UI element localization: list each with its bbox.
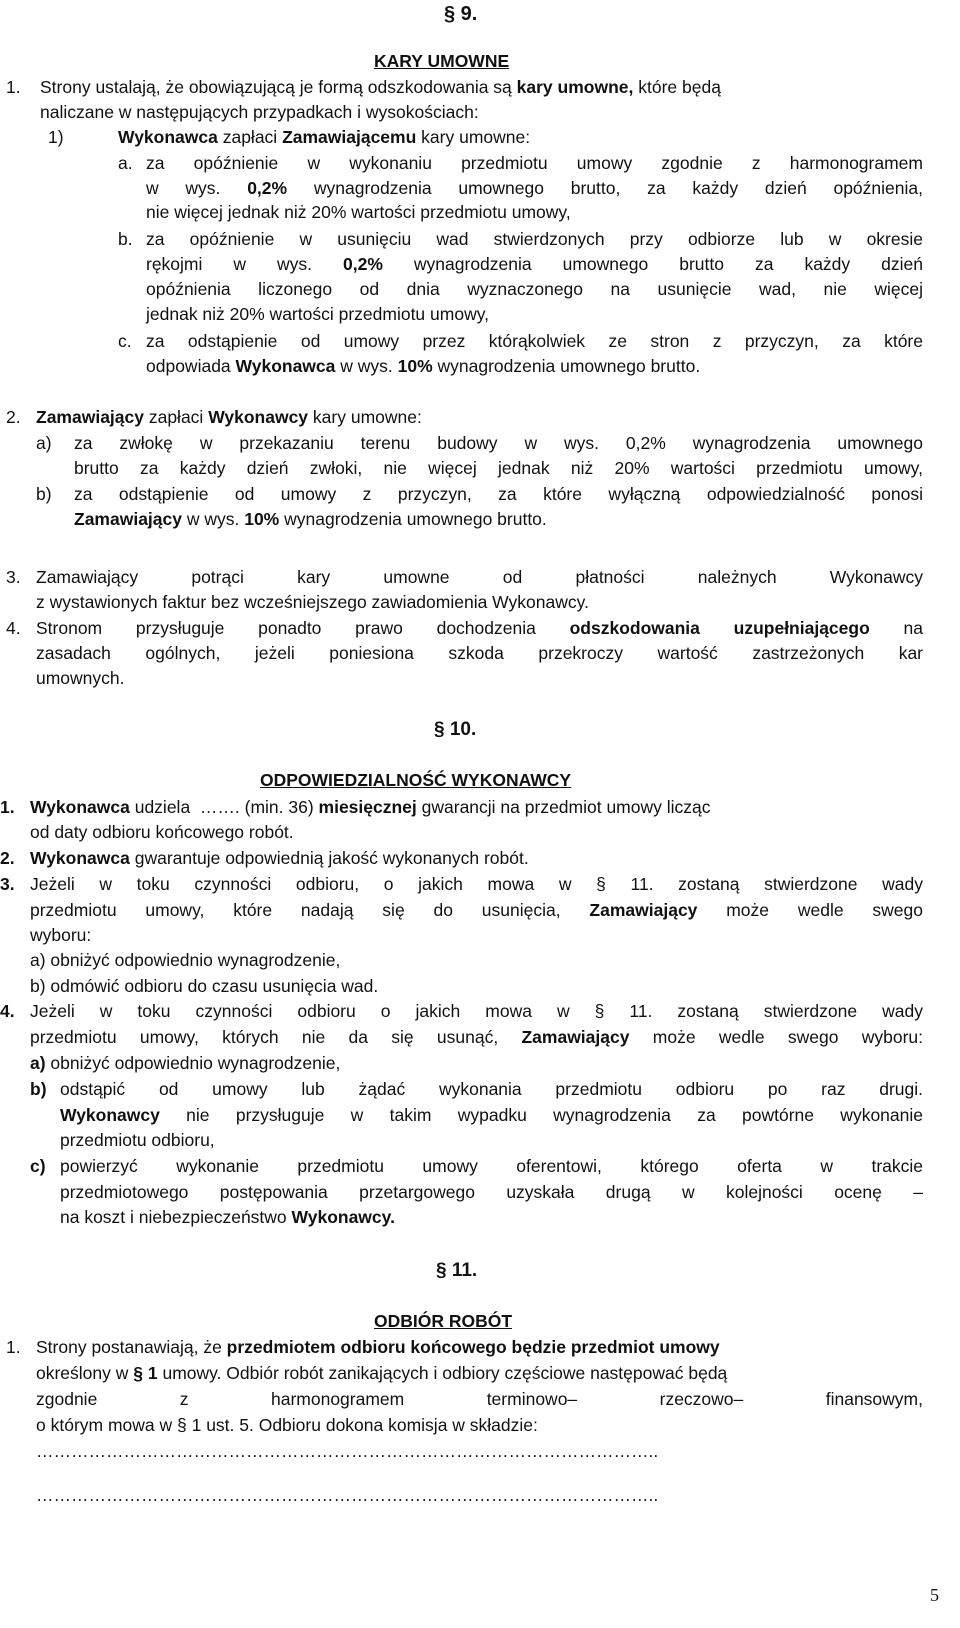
page-number: 5: [930, 1585, 939, 1605]
document-page: § 9. KARY UMOWNE 1. Strony ustalają, że obowiązującą je formą odszkodowania są kary umowne, które będą naliczane w następujących przypadkach i wysokościach: 1) Wykonawca zapłaci Zamawiającemu kary umowne: a. za opóźnienie w wykonaniu przedmiotu umowy zgodnie z harmonogramem w wys. 0,2% wynagrodzenia umownego brutto, za każdy dzień opóźnienia, nie więcej jednak niż 20% wartości przedmiotu umowy, b. za opóźnienie w usunięciu wad stwierdzonych przy odbiorze lub w okresie rękojmi w wys. 0,2% wynagrodzenia umownego brutto za każdy dzień opóźnienia liczonego od dnia wyznaczonego na usunięcie wad, nie więcej jednak niż 20% wartości przedmiotu umowy, c. za odstąpienie od umowy przez którąkolwiek ze stron z przyczyn, za które odpowiada Wykonawca w wys. 10% wynagrodzenia umownego brutto. 2. Zamawiający zapłaci Wykonawcy kary umowne: a) za zwłokę w przekazaniu terenu budowy w wys. 0,2% wynagrodzenia umownego brutto za każdy dzień zwłoki, nie więcej jednak niż 20% wartości przedmiotu umowy, b) za odstąpienie od umowy z przyczyn, za które wyłączną odpowiedzialność ponosi Zamawiający w wys. 10% wynagrodzenia umownego brutto. 3. Zamawiający potrąci kary umowne od płatności należnych Wykonawcy z wystawionych faktur bez wcześniejszego zawiadomienia Wykonawcy. 4. Stronom przysługuje ponadto prawo dochodzenia odszkodowania uzupełniającego na zasadach ogólnych, jeżeli poniesiona szkoda przekroczy wartość zastrzeżonych kar umownych. § 10. ODPOWIEDZIALNOŚĆ WYKONAWCY 1. Wykonawca udziela ……. (min. 36) miesięcznej gwarancji na przedmiot umowy licząc od daty odbioru końcowego robót. 2. Wykonawca gwarantuje odpowiednią jakość wykonanych robót. 3. Jeżeli w toku czynności odbioru, o jakich mowa w § 11. zostaną stwierdzone wady przedmiotu umowy, które nadają się do usunięcia, Zamawiający może wedle swego wyboru: a) obniżyć odpowiednio wynagrodzenie, b) odmówić odbioru do czasu usunięcia wad. 4. Jeżeli w toku czynności odbioru o jakich mowa w § 11. zostaną stwierdzone wady przedmiotu umowy, których nie da się usunąć, Zamawiający może wedle swego wyboru: a) obniżyć odpowiednio wynagrodzenie, b) odstąpić od umowy lub żądać wykonania przedmiotu odbioru po raz drugi. Wykonawcy nie przysługuje w takim wypadku wynagrodzenia za powtórne wykonanie przedmiotu odbioru, c) powierzyć wykonanie przedmiotu umowy oferentowi, którego oferta w trakcie przedmiotowego postępowania przetargowego uzyskała drugą w kolejności ocenę – na koszt i niebezpieczeństwo Wykonawcy. § 11. ODBIÓR ROBÓT 1. Strony postanawiają, że przedmiotem odbioru końcowego będzie przedmiot umowy określony w § 1 umowy. Odbiór robót zanikających i odbiory częściowe następować będą zgodnie z harmonogramem terminowo– rzeczowo– finansowym, o którym mowa w § 1 ust. 5. Odbioru dokona komisja w składzie: …………………………………………………………………………………………….. …………………………………………………………………………………………….. 5: [0, 3, 939, 1605]
